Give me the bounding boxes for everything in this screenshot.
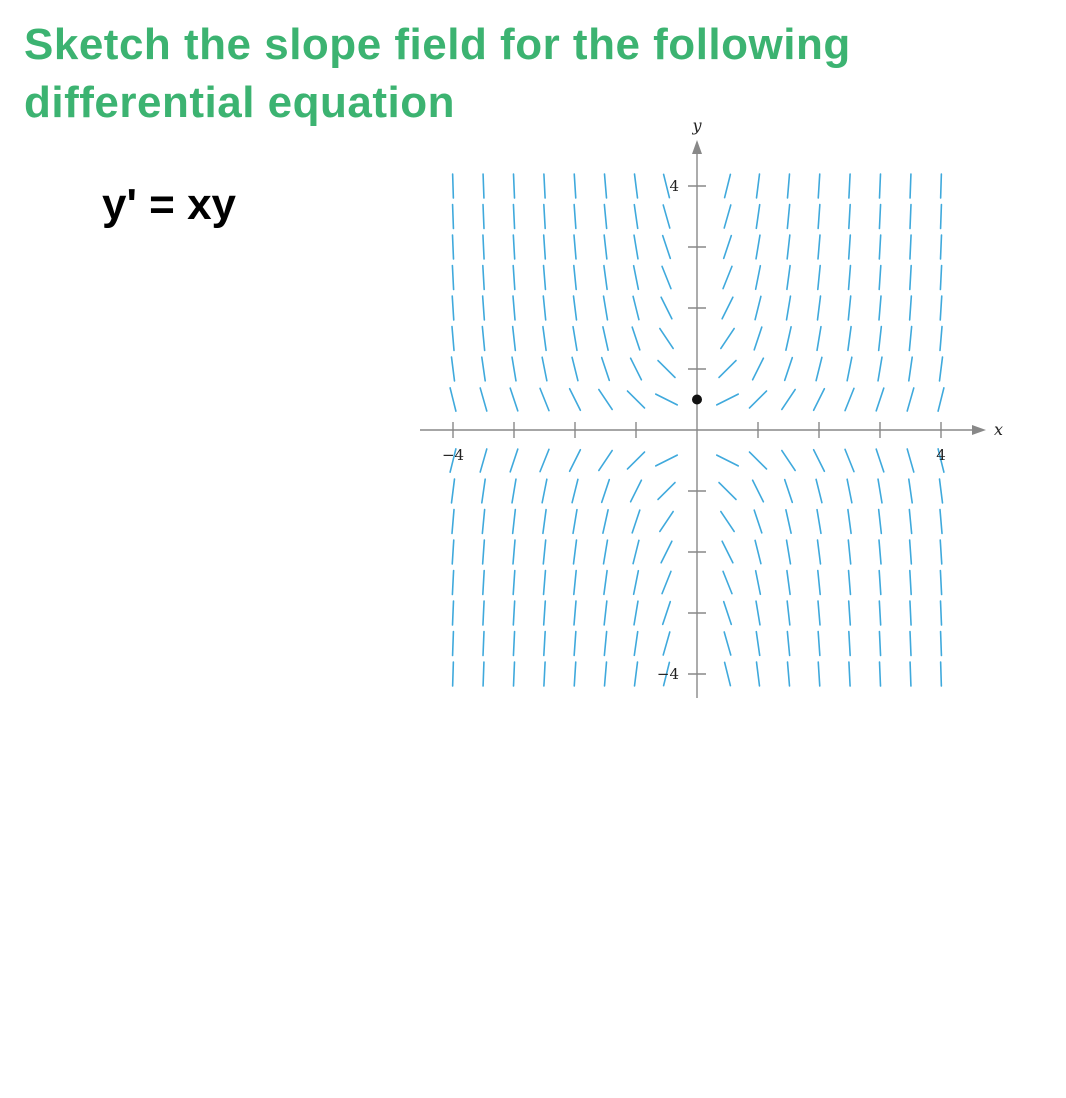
slope-segment	[573, 510, 577, 534]
y-tick-label: −4	[656, 665, 679, 683]
slope-segment	[818, 266, 820, 290]
slope-segment	[879, 571, 881, 595]
slope-segment	[633, 540, 639, 563]
slope-segment	[604, 205, 606, 229]
slope-segment	[879, 296, 881, 320]
slope-segment	[453, 235, 454, 259]
slope-segment	[513, 632, 514, 656]
slope-segment	[909, 357, 912, 381]
slope-segment	[482, 327, 484, 351]
slope-segment	[719, 483, 736, 500]
slope-segment	[721, 329, 734, 349]
slope-segment	[544, 205, 545, 229]
slope-segment	[879, 327, 882, 351]
slope-segment	[512, 357, 516, 381]
slope-segment	[510, 449, 518, 472]
slope-segment	[574, 266, 576, 290]
slope-segment	[847, 357, 852, 381]
slope-segment	[753, 358, 764, 379]
slope-segment	[910, 540, 912, 564]
highlighted-point	[692, 395, 702, 405]
slope-segment	[940, 327, 942, 351]
slope-segment	[453, 601, 454, 625]
slope-segment	[879, 235, 880, 259]
slope-segment	[570, 389, 581, 410]
slope-segment	[721, 512, 734, 532]
slope-segment	[604, 601, 607, 625]
slope-segment	[847, 479, 852, 503]
slope-segment	[452, 266, 453, 290]
slope-segment	[450, 388, 456, 411]
slope-segment	[542, 357, 547, 381]
slope-segment	[656, 455, 677, 466]
slope-segment	[542, 479, 547, 503]
slope-segment	[756, 601, 760, 625]
slope-segment	[543, 510, 546, 534]
slope-segment	[756, 266, 761, 290]
slope-segment	[513, 327, 516, 351]
slope-segment	[574, 205, 576, 229]
slope-segment	[907, 449, 914, 472]
slope-segment	[753, 480, 764, 501]
slope-segment	[814, 450, 825, 471]
slope-segment	[512, 479, 516, 503]
slope-segment	[603, 510, 608, 533]
slope-segment	[480, 388, 487, 411]
slope-segment	[848, 296, 850, 320]
axis-labels	[442, 116, 1003, 683]
slope-segment	[604, 540, 608, 564]
slope-segment	[602, 358, 610, 381]
slope-segment	[544, 601, 546, 625]
slope-segment	[719, 361, 736, 378]
slope-segment	[482, 479, 485, 503]
slope-segment	[483, 662, 484, 686]
slope-segment	[658, 483, 675, 500]
slope-segment	[513, 540, 515, 564]
slope-segment	[574, 296, 577, 320]
slope-segment	[574, 235, 576, 259]
slope-segment	[754, 510, 762, 533]
y-axis-arrow	[692, 140, 702, 154]
slope-segment	[787, 235, 790, 259]
y-tick-label: 4	[669, 177, 679, 195]
slope-segment	[722, 297, 733, 318]
slope-segment	[543, 296, 545, 320]
slope-segment	[723, 266, 732, 288]
slope-segment	[543, 327, 546, 351]
slope-segment	[787, 296, 791, 320]
slope-segment	[604, 235, 607, 259]
slope-segment	[452, 296, 454, 320]
slope-segment	[941, 205, 942, 229]
slope-segment	[816, 357, 822, 380]
slope-segment	[782, 390, 795, 410]
slope-segment	[724, 205, 731, 228]
slope-segment	[876, 388, 884, 411]
slope-segment	[453, 632, 454, 656]
slope-segment	[849, 205, 850, 229]
slope-segment	[910, 601, 911, 625]
slope-segment	[910, 205, 911, 229]
slope-segment	[717, 455, 738, 466]
slope-segment	[453, 174, 454, 198]
slope-segment	[725, 174, 731, 197]
slope-segment	[663, 602, 671, 625]
slope-segment	[570, 450, 581, 471]
slope-segment	[785, 358, 793, 381]
slope-segment	[717, 394, 738, 405]
slope-segment	[483, 174, 484, 198]
slope-segment	[787, 266, 790, 290]
slope-segment	[849, 601, 851, 625]
slope-segment	[722, 541, 733, 562]
slope-segment	[940, 510, 942, 534]
slope-segment	[656, 394, 677, 405]
slope-segment	[756, 632, 759, 656]
slope-segment	[453, 662, 454, 686]
slope-segment	[880, 662, 881, 686]
y-axis-label: y	[692, 116, 702, 135]
slope-segment	[817, 510, 821, 534]
slope-segment	[941, 662, 942, 686]
slope-segment	[452, 357, 455, 381]
slope-segment	[910, 266, 911, 290]
slope-segment	[909, 510, 911, 534]
slope-segment	[940, 540, 942, 564]
slope-segment	[818, 632, 820, 656]
slope-segment	[658, 361, 675, 378]
slope-segment	[635, 174, 638, 198]
slope-segment	[483, 571, 484, 595]
slope-segment	[880, 174, 881, 198]
slope-segment	[635, 662, 638, 686]
slope-segment	[879, 540, 881, 564]
slope-segment	[938, 388, 944, 411]
slope-segment	[941, 632, 942, 656]
slope-segment	[452, 327, 454, 351]
slope-segment	[941, 235, 942, 259]
slope-segment	[787, 601, 790, 625]
slope-segment	[663, 205, 670, 228]
slope-segment	[724, 632, 731, 655]
slope-segment	[633, 296, 639, 319]
slope-segment	[574, 540, 577, 564]
slope-segment	[573, 327, 577, 351]
x-axis-label: x	[994, 420, 1004, 439]
slope-segment	[724, 602, 732, 625]
slope-segment	[634, 235, 638, 259]
slope-segment	[544, 632, 545, 656]
slope-segment	[848, 327, 851, 351]
slope-segment	[483, 266, 484, 290]
slope-segment	[661, 297, 672, 318]
x-tick-label: 4	[936, 446, 946, 464]
slope-segment	[482, 510, 484, 534]
slope-segment	[787, 205, 789, 229]
slope-segment	[634, 632, 637, 656]
slope-segment	[818, 296, 821, 320]
slope-segment	[907, 388, 914, 411]
slope-segment	[540, 449, 549, 471]
slope-segment	[513, 205, 514, 229]
slope-segment	[662, 266, 671, 288]
slope-segment	[632, 327, 640, 350]
slope-segment	[513, 235, 514, 259]
slope-segment	[755, 296, 761, 319]
slope-segment	[879, 632, 880, 656]
axes	[420, 140, 986, 698]
slope-segment	[849, 235, 851, 259]
slope-segment	[513, 601, 514, 625]
slope-segment	[452, 479, 455, 503]
slope-segment	[788, 662, 790, 686]
slope-segment	[513, 266, 515, 290]
slope-segment	[572, 357, 578, 380]
slope-segment	[483, 540, 485, 564]
slope-segment	[787, 571, 790, 595]
slope-segment	[452, 540, 454, 564]
slope-segment	[755, 540, 761, 563]
slope-segment	[631, 358, 642, 379]
page-title: Sketch the slope field for the following differential equation	[24, 20, 851, 127]
slope-segment	[544, 174, 545, 198]
slope-segment	[628, 391, 645, 408]
slope-segment	[750, 391, 767, 408]
slope-segment	[599, 451, 612, 471]
slope-segment	[605, 174, 607, 198]
slope-segment	[510, 388, 518, 411]
slope-segment	[818, 571, 820, 595]
slope-segment	[603, 327, 608, 350]
slope-segment	[849, 571, 851, 595]
slope-segment	[754, 327, 762, 350]
slope-segment	[818, 174, 820, 198]
slope-segment	[483, 601, 484, 625]
slope-segment	[876, 449, 884, 472]
slope-segment	[787, 540, 791, 564]
slope-segment	[909, 327, 911, 351]
slope-segment	[724, 236, 732, 259]
slope-segment	[818, 540, 821, 564]
slope-segment	[818, 662, 820, 686]
slope-segment	[544, 266, 546, 290]
slope-segment	[660, 329, 673, 349]
slope-segment	[604, 571, 607, 595]
slope-segment	[453, 205, 454, 229]
slope-segment	[845, 449, 854, 471]
slope-segment	[845, 388, 854, 410]
slope-segment	[879, 510, 882, 534]
slope-segment	[513, 571, 515, 595]
slope-segment	[940, 479, 943, 503]
slope-segment	[543, 540, 545, 564]
differential-equation: y' = xy	[102, 180, 237, 229]
slope-segment	[879, 205, 880, 229]
slope-segment	[483, 296, 485, 320]
slope-segment	[599, 390, 612, 410]
slope-segment	[574, 662, 576, 686]
slope-segment	[848, 540, 850, 564]
slope-segment	[787, 632, 789, 656]
slope-segment	[849, 174, 850, 198]
slope-segment	[910, 571, 911, 595]
slope-segment	[634, 601, 638, 625]
slope-segment	[540, 388, 549, 410]
slope-segment	[628, 452, 645, 469]
slope-segment	[634, 571, 639, 595]
slope-segment	[878, 357, 882, 381]
x-axis-arrow	[972, 425, 986, 435]
slope-segment	[817, 327, 821, 351]
slope-segment	[818, 601, 820, 625]
slope-segment	[663, 632, 670, 655]
slope-segment	[910, 632, 911, 656]
slope-segment	[604, 296, 608, 320]
slope-segment	[574, 174, 576, 198]
slope-segment	[604, 266, 607, 290]
slope-segment	[849, 266, 851, 290]
slope-segment	[756, 205, 759, 229]
slope-segment	[452, 571, 453, 595]
slope-segment	[574, 632, 576, 656]
slope-segment	[756, 235, 760, 259]
slope-segment	[756, 571, 761, 595]
slope-segment	[788, 174, 790, 198]
slope-segment	[483, 632, 484, 656]
slope-segment	[605, 662, 607, 686]
slope-segment	[544, 662, 545, 686]
slope-segment	[910, 235, 911, 259]
slope-segment	[483, 235, 484, 259]
highlighted-point-layer	[692, 395, 702, 405]
slope-segment	[632, 510, 640, 533]
slope-segment	[544, 571, 546, 595]
slope-segment	[941, 601, 942, 625]
slope-segment	[662, 571, 671, 593]
slope-segment	[723, 571, 732, 593]
slope-segment	[818, 235, 820, 259]
slope-segment	[661, 541, 672, 562]
slope-segment	[513, 296, 515, 320]
slope-segment	[818, 205, 820, 229]
slope-segment	[480, 449, 487, 472]
slope-segment	[513, 510, 516, 534]
slope-segment	[725, 662, 731, 685]
slope-segment	[757, 174, 760, 198]
slope-segment	[602, 480, 610, 503]
slope-segment	[482, 357, 485, 381]
slope-segment	[786, 510, 791, 533]
slope-segment	[663, 236, 671, 259]
slope-segment	[452, 510, 454, 534]
slope-segment	[814, 389, 825, 410]
slope-segment	[940, 357, 943, 381]
slope-segment	[879, 601, 880, 625]
slope-segment	[574, 571, 576, 595]
slope-segment	[879, 266, 881, 290]
slope-segment	[849, 632, 850, 656]
slope-segment	[816, 479, 822, 502]
slope-segment	[757, 662, 760, 686]
slope-segment	[572, 479, 578, 502]
slope-segment	[941, 174, 942, 198]
slope-segment	[750, 452, 767, 469]
slope-segment	[940, 296, 942, 320]
slope-segment	[514, 174, 515, 198]
slope-segment	[878, 479, 882, 503]
slope-segment	[634, 205, 637, 229]
slope-segment	[604, 632, 606, 656]
slope-segment	[483, 205, 484, 229]
slope-segment	[785, 480, 793, 503]
slope-segment	[514, 662, 515, 686]
slope-segment	[574, 601, 576, 625]
slope-segment	[848, 510, 851, 534]
slope-segment	[910, 174, 911, 198]
slope-segment	[849, 662, 850, 686]
slope-segment	[910, 662, 911, 686]
slope-segment	[940, 266, 941, 290]
slope-segment	[631, 480, 642, 501]
slope-segment	[544, 235, 546, 259]
slope-segment	[909, 479, 912, 503]
slope-segment	[634, 266, 639, 290]
slope-segment	[910, 296, 912, 320]
slope-segment	[660, 512, 673, 532]
slope-segment	[940, 571, 941, 595]
slope-segment	[786, 327, 791, 350]
x-tick-label: −4	[441, 446, 465, 464]
slope-segment	[782, 451, 795, 471]
